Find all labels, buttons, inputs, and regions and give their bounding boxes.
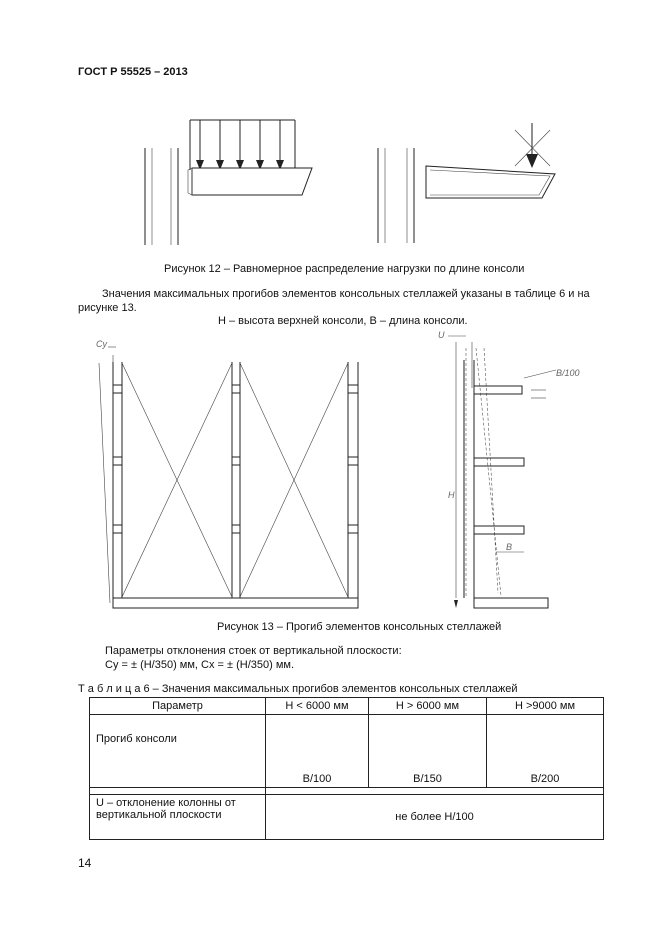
row-label-deflection: Прогиб консоли (90, 715, 266, 788)
header-h-gt-6000: H > 6000 мм (369, 698, 487, 715)
figure-13-front-view-drawing (92, 335, 372, 615)
table-6-title: Т а б л и ц а 6 – Значения максимальных прогибов элементов консольных стеллажей (78, 683, 518, 695)
table-row-column-deviation (90, 795, 604, 840)
table-row-deflection (90, 715, 604, 788)
header-h-lt-6000: H < 6000 мм (266, 698, 369, 715)
figure-12-caption: Рисунок 12 – Равномерное распределение нагрузки по длине консоли (164, 263, 525, 275)
table-row-spacer (90, 788, 604, 795)
figure-13-caption: Рисунок 13 – Прогиб элементов консольных стеллажей (217, 621, 502, 633)
row-label-column-deviation (90, 795, 266, 840)
document-header: ГОСТ Р 55525 – 2013 (78, 66, 188, 78)
params-line-2: Cy = ± (H/350) мм, Cx = ± (H/350) мм. (105, 659, 295, 671)
cell-deflection-gt-9000: B/200 (487, 715, 604, 788)
b100-label: B/100 (556, 368, 580, 378)
h-label: H (448, 490, 455, 500)
paragraph-line-2: рисунке 13. (78, 302, 137, 314)
paragraph-line-1: Значения максимальных прогибов элементов консольных стеллажей указаны в таблице 6 и на (102, 288, 590, 300)
figure-12-uniform-load-drawing (140, 110, 340, 250)
page-number: 14 (78, 856, 92, 870)
header-h-gt-9000: H >9000 мм (487, 698, 604, 715)
b-label: B (506, 542, 513, 552)
cy-label: Cy (96, 339, 107, 349)
u-label: U (438, 330, 445, 340)
row-label-column-deviation-line-1: U – отклонение колонны от (96, 797, 236, 809)
cell-column-deviation-value: не более H/100 (266, 795, 604, 840)
params-line-1: Параметры отклонения стоек от вертикальной плоскости: (105, 645, 402, 657)
cell-deflection-gt-6000: B/150 (369, 715, 487, 788)
figure-13-side-view-drawing (436, 328, 626, 618)
figure-12-point-load-drawing (370, 118, 570, 248)
paragraph-definitions: H – высота верхней консоли, B – длина консоли. (218, 315, 468, 327)
cell-deflection-lt-6000: B/100 (266, 715, 369, 788)
table-header-row (90, 698, 604, 715)
header-parameter: Параметр (90, 698, 266, 715)
table-6 (89, 697, 604, 840)
row-label-column-deviation-line-2: вертикальной плоскости (96, 809, 222, 821)
